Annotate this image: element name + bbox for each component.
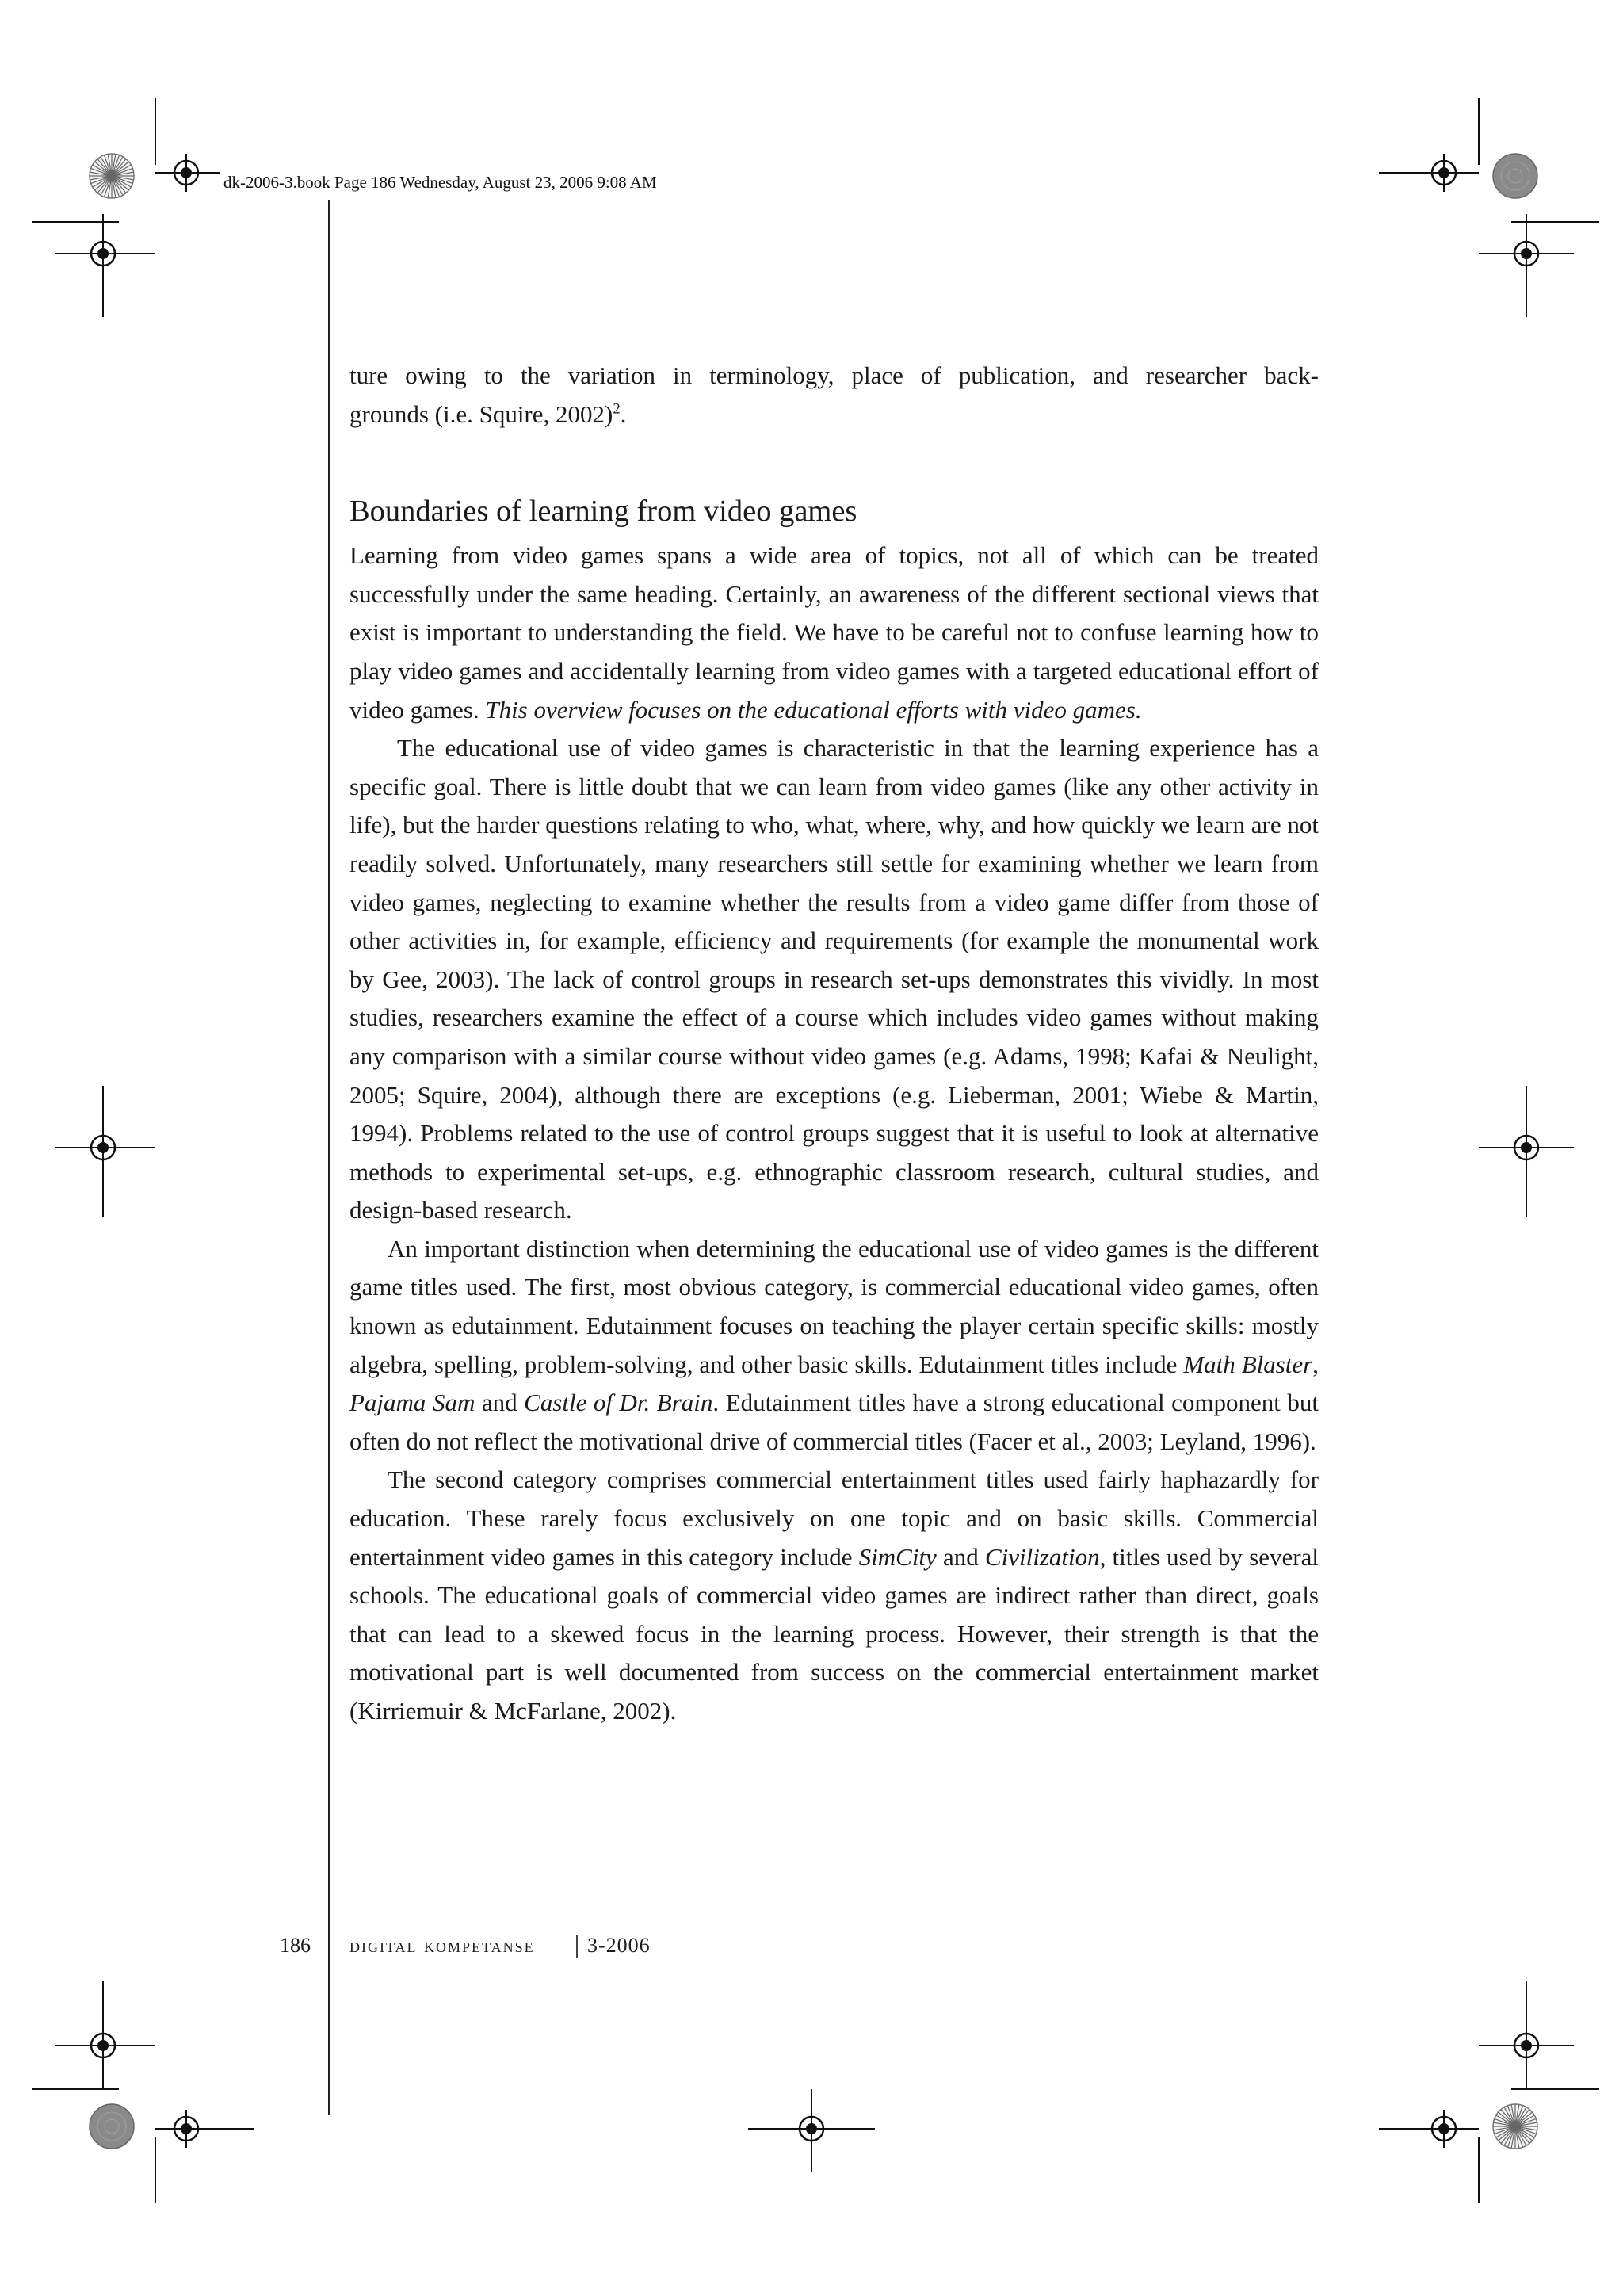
paragraph-3-sep: , (1312, 1350, 1319, 1378)
paragraph-3-text-b: . Edutainment titles have a strong educational component but often do not reflect the motivational drive of commercial titles (Facer et al., 2003; Leyland, 1996). (349, 1389, 1319, 1455)
paragraph-3 (349, 1230, 1319, 1461)
section-heading: Boundaries of learning from video games (349, 495, 857, 529)
paragraph-1-text: Learning from video games spans a wide area of topics, not all of which can be treated successfully under the same heading. Certainly, an awareness of the different sectional views that exist is important to understanding the field. We have to be careful not to confuse learning how to play video games and accidentally learning from video games with a targeted educational effort of video games. (349, 541, 1319, 724)
text-column (349, 357, 1319, 1731)
print-slug: dk-2006-3.book Page 186 Wednesday, August 23, 2006 9:08 AM (220, 173, 660, 193)
title-pajama-sam: Pajama Sam (349, 1389, 475, 1417)
paragraph-4-text-b: , titles used by several schools. The educational goals of commercial video games are indirect rather than direct, goals that can lead to a skewed focus in the learning process. However, their strength is that the motivational part is well documented from success on the commercial entertainment market (Kirriemuir & McFarlane, 2002). (349, 1542, 1319, 1725)
title-castle-of-dr-brain: Castle of Dr. Brain (524, 1389, 713, 1417)
paragraph-3-and: and (475, 1389, 525, 1417)
issue-number: 3-2006 (587, 1934, 651, 1957)
lead-paragraph-end (349, 395, 1319, 434)
folio-separator (576, 1935, 578, 1958)
title-civilization: Civilization (984, 1542, 1100, 1571)
margin-rule (328, 200, 330, 2115)
paragraph-4-and: and (936, 1542, 985, 1571)
footnote-marker[interactable]: 2 (613, 400, 621, 418)
page-number: 186 (280, 1934, 311, 1957)
title-math-blaster: Math Blaster (1183, 1350, 1313, 1378)
paragraph-3-text-a: An important distinction when determining the educational use of video games is the different game titles used. The first, most obvious category, is commercial educational video games, often known as edutainment. Edutainment focuses on teaching the player certain specific skills: mostly algebra, spelling, problem-solving, and other basic skills. Edutainment titles include (349, 1234, 1319, 1378)
paragraph-2: The educational use of video games is characteristic in that the learning experience has a specific goal. There is little doubt that we can learn from video games (like any other activity in life), but the harder questions relating to who, what, where, why, and how quickly we learn are not readily solved. Unfortunately, many researchers still settle for examining whether we learn from video games, neglecting to examine whether the results from a video game differ from those of other activities in, for example, efficiency and requirements (for example the monumental work by Gee, 2003). The lack of control groups in research set-ups demonstrates this vividly. In most studies, researchers examine the effect of a course which includes video games without making any comparison with a similar course without video games (e.g. Adams, 1998; Kafai & Neulight, 2005; Squire, 2004), although there are exceptions (e.g. Lieberman, 2001; Wiebe & Martin, 1994). Problems related to the use of control groups suggest that it is useful to look at alternative methods to experimental set-ups, e.g. ethnographic classroom research, cultural studies, and design-based research. (349, 734, 1319, 1224)
paragraph-1 (349, 537, 1319, 729)
lead-line-end: . (620, 399, 627, 428)
lead-line-1: ture owing to the variation in terminology, place of publication, and researcher back- (349, 361, 1319, 389)
paragraph-1-italic: This overview focuses on the educational efforts with video games. (485, 695, 1142, 724)
gray-target-bottom-left-disc (90, 2104, 134, 2149)
paragraph-4-text-a: The second category comprises commercial entertainment titles used fairly haphazardly for education. These rarely focus exclusively on one topic and on basic skills. Commercial entertainment video games in this category include (349, 1465, 1319, 1571)
lead-line-2: grounds (i.e. Squire, 2002) (349, 399, 613, 428)
paragraph-4 (349, 1461, 1319, 1730)
gray-target-top-right-disc (1493, 154, 1537, 198)
lead-paragraph (349, 357, 1319, 395)
title-simcity: SimCity (858, 1542, 937, 1571)
journal-name: digital kompetanse (349, 1934, 535, 1957)
